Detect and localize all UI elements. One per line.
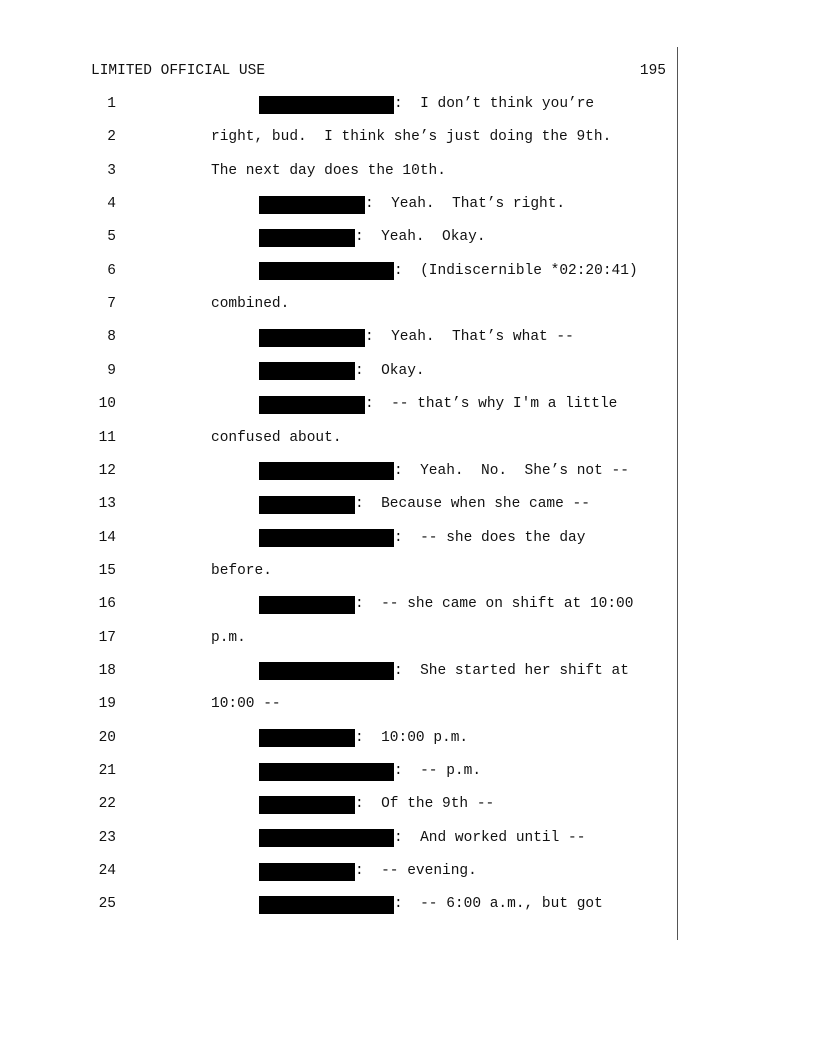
redaction-box — [259, 596, 355, 614]
transcript-line — [0, 327, 816, 347]
speaker-text: : -- evening. — [355, 863, 477, 880]
speaker-text: : -- she came on shift at 10:00 — [355, 596, 634, 613]
line-number: 18 — [98, 662, 116, 679]
line-number: 25 — [98, 896, 116, 913]
speaker-turn — [259, 761, 481, 781]
speaker-turn — [259, 361, 425, 381]
continuation-text: right, bud. I think she’s just doing the 9th. — [211, 129, 612, 146]
speaker-text: : (Indiscernible *02:20:41) — [394, 262, 638, 279]
speaker-turn — [259, 227, 486, 247]
speaker-text: : Yeah. No. She’s not -- — [394, 462, 629, 479]
redaction-box — [259, 662, 394, 680]
transcript-line — [0, 661, 816, 681]
line-number: 3 — [107, 162, 116, 179]
line-number: 9 — [107, 362, 116, 379]
speaker-turn — [259, 794, 494, 814]
transcript-line — [0, 861, 816, 881]
redaction-box — [259, 763, 394, 781]
speaker-turn — [259, 728, 468, 748]
transcript-line — [0, 94, 816, 114]
speaker-text: : Yeah. That’s what -- — [365, 329, 574, 346]
transcript-line — [0, 261, 816, 281]
speaker-text: : -- she does the day — [394, 529, 586, 546]
transcript-line — [0, 294, 816, 314]
line-number: 1 — [107, 96, 116, 112]
continuation-text: before. — [211, 562, 272, 579]
line-number: 24 — [98, 863, 116, 880]
transcript-line — [0, 794, 816, 814]
speaker-text: : I don’t think you’re — [394, 96, 595, 112]
continuation-text: combined. — [211, 296, 290, 313]
speaker-text: : Because when she came -- — [355, 496, 590, 513]
classification-header: LIMITED OFFICIAL USE — [91, 63, 266, 79]
line-number: 23 — [98, 829, 116, 846]
speaker-turn — [259, 861, 477, 881]
redaction-box — [259, 796, 355, 814]
line-number: 12 — [98, 462, 116, 479]
line-number: 16 — [98, 596, 116, 613]
speaker-text: : -- that’s why I'm a little — [365, 396, 618, 413]
redaction-box — [259, 729, 355, 747]
continuation-text: The next day does the 10th. — [211, 162, 446, 179]
transcript-line — [0, 828, 816, 848]
line-number: 19 — [98, 696, 116, 713]
line-number: 2 — [107, 129, 116, 146]
transcript-line — [0, 161, 816, 181]
transcript-line — [0, 194, 816, 214]
line-number: 17 — [98, 629, 116, 646]
line-number: 4 — [107, 196, 116, 213]
speaker-text: : 10:00 p.m. — [355, 729, 469, 746]
transcript-line — [0, 461, 816, 481]
speaker-turn — [259, 494, 590, 514]
redaction-box — [259, 262, 394, 280]
speaker-turn — [259, 394, 617, 414]
speaker-text: : And worked until -- — [394, 829, 586, 846]
transcript-line — [0, 494, 816, 514]
line-number: 6 — [107, 262, 116, 279]
line-number: 7 — [107, 296, 116, 313]
redaction-box — [259, 863, 355, 881]
line-number: 13 — [98, 496, 116, 513]
continuation-text: 10:00 -- — [211, 696, 281, 713]
speaker-turn — [259, 327, 574, 347]
speaker-turn — [259, 828, 585, 848]
speaker-turn — [259, 94, 594, 114]
line-number: 8 — [107, 329, 116, 346]
transcript-line — [0, 528, 816, 548]
redaction-box — [259, 229, 355, 247]
speaker-turn — [259, 594, 633, 614]
line-number: 10 — [98, 396, 116, 413]
transcript-line — [0, 361, 816, 381]
speaker-turn — [259, 194, 565, 214]
line-number: 21 — [98, 763, 116, 779]
speaker-text: : Okay. — [355, 362, 425, 379]
transcript-line — [0, 694, 816, 714]
transcript-line — [0, 728, 816, 748]
redaction-box — [259, 329, 365, 347]
speaker-text: : -- 6:00 a.m., but got — [394, 896, 603, 913]
redaction-box — [259, 896, 394, 914]
speaker-text: : Yeah. Okay. — [355, 229, 486, 246]
line-number: 11 — [98, 429, 116, 446]
line-number: 22 — [98, 796, 116, 813]
redaction-box — [259, 462, 394, 480]
line-number: 5 — [107, 229, 116, 246]
speaker-text: : Of the 9th -- — [355, 796, 495, 813]
speaker-turn — [259, 261, 638, 281]
transcript-line — [0, 594, 816, 614]
transcript-line — [0, 394, 816, 414]
redaction-box — [259, 96, 394, 114]
transcript-line — [0, 227, 816, 247]
speaker-turn — [259, 528, 585, 548]
speaker-text: : Yeah. That’s right. — [365, 196, 566, 213]
speaker-turn — [259, 461, 629, 481]
redaction-box — [259, 496, 355, 514]
continuation-text: confused about. — [211, 429, 342, 446]
line-number: 14 — [98, 529, 116, 546]
transcript-line — [0, 894, 816, 914]
speaker-turn — [259, 894, 603, 914]
redaction-box — [259, 829, 394, 847]
transcript-line — [0, 561, 816, 581]
page-number: 195 — [639, 63, 666, 79]
redaction-box — [259, 362, 355, 380]
continuation-text: p.m. — [211, 629, 246, 646]
line-number: 15 — [98, 562, 116, 579]
transcript-line — [0, 428, 816, 448]
transcript-line — [0, 628, 816, 648]
transcript-line — [0, 761, 816, 781]
redaction-box — [259, 196, 365, 214]
speaker-text: : -- p.m. — [394, 763, 482, 779]
redaction-box — [259, 529, 394, 547]
speaker-text: : She started her shift at — [394, 662, 629, 679]
speaker-turn — [259, 661, 629, 681]
redaction-box — [259, 396, 365, 414]
transcript-line — [0, 127, 816, 147]
line-number: 20 — [98, 729, 116, 746]
